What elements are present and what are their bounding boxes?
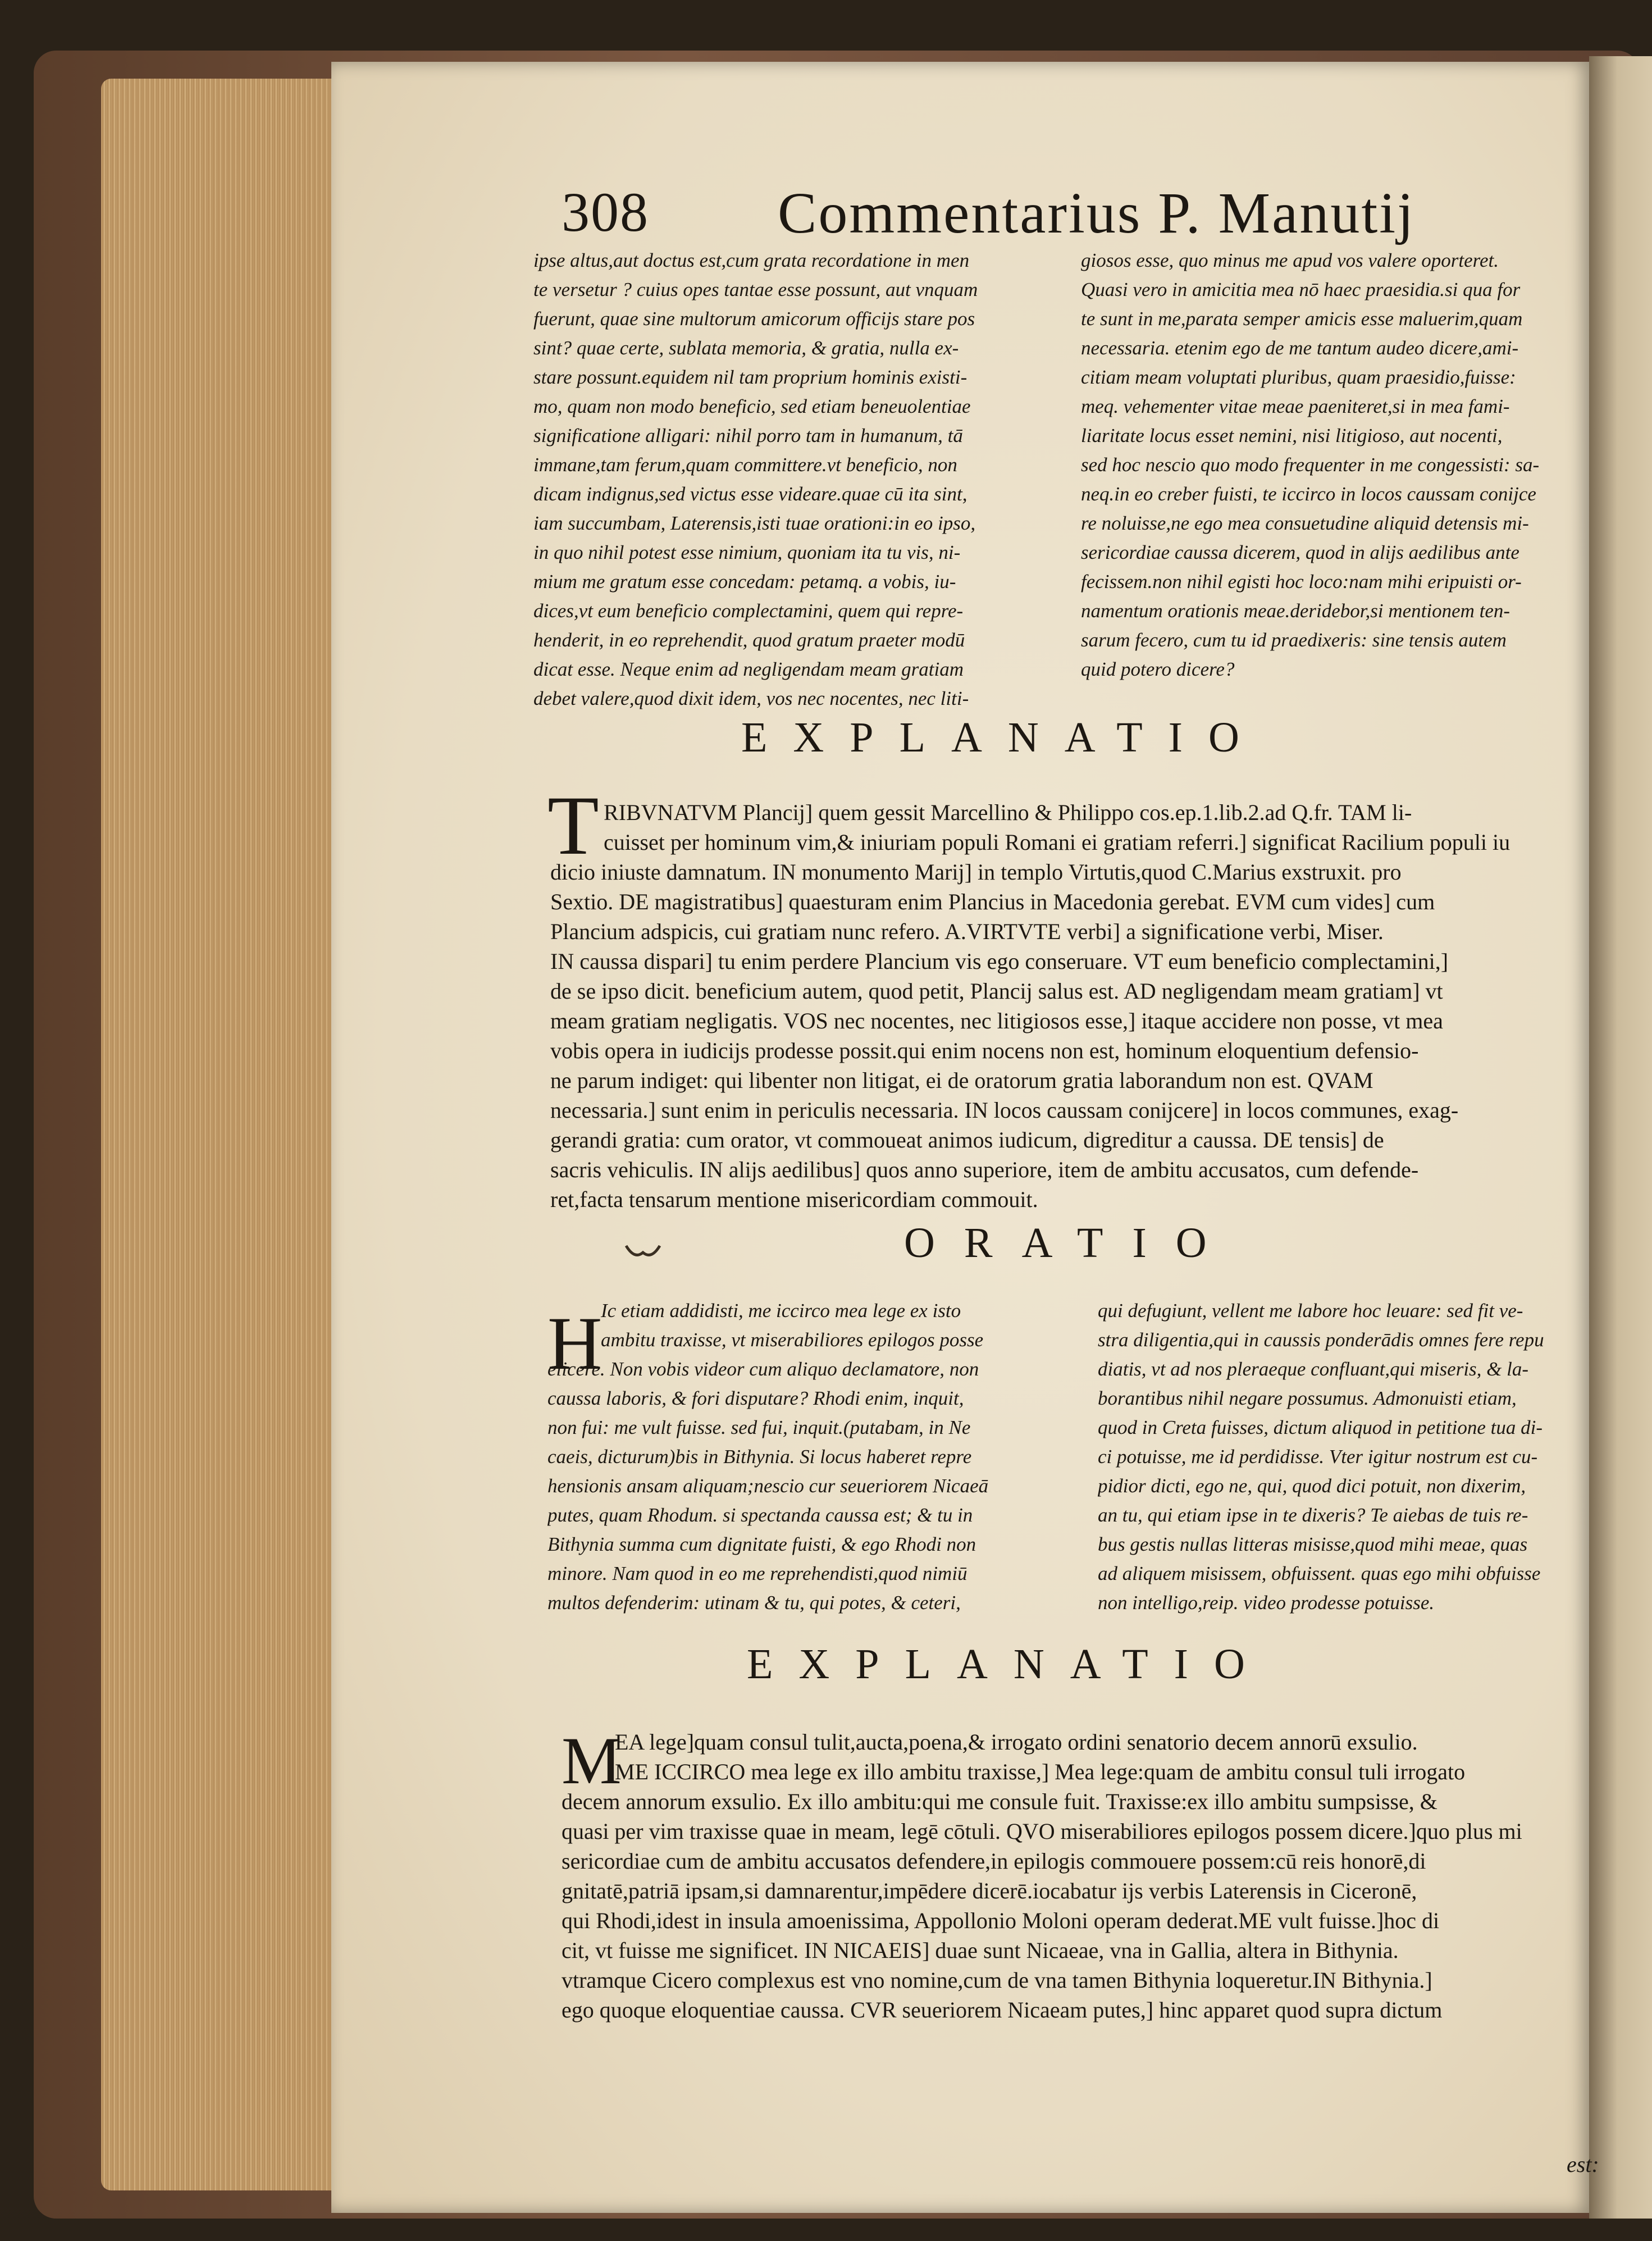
text-line: immane,tam ferum,quam committere.vt beneficio, non bbox=[533, 454, 957, 476]
text-line: sacris vehiculis. IN alijs aedilibus] quos anno superiore, item de ambitu accusatos, cum defende- bbox=[550, 1157, 1419, 1182]
text-line: quod in Creta fuisses, dictum aliquod in petitione tua di- bbox=[1098, 1416, 1543, 1438]
page-number: 308 bbox=[562, 181, 649, 243]
explanatio-paragraph bbox=[562, 1723, 1603, 2025]
text-line: necessaria. etenim ego de me tantum audeo dicere,ami- bbox=[1081, 337, 1519, 359]
text-line: stra diligentia,qui in caussis ponderādis omnes fere repu bbox=[1098, 1329, 1544, 1351]
text-line: non intelligo,reip. video prodesse potuisse. bbox=[1098, 1592, 1435, 1614]
text-line: Bithynia summa cum dignitate fuisti, & ego Rhodi non bbox=[547, 1533, 976, 1555]
text-line: liaritate locus esset nemini, nisi litigioso, aut nocenti, bbox=[1081, 425, 1503, 447]
text-line: debet valere,quod dixit idem, vos nec nocentes, nec liti- bbox=[533, 687, 969, 709]
text-line: meam gratiam negligatis. VOS nec nocentes, nec litigiosos esse,] itaque accidere non posse, vt mea bbox=[550, 1008, 1443, 1033]
text-line: qui defugiunt, vellent me labore hoc leuare: sed fit ve- bbox=[1098, 1300, 1523, 1322]
text-line: vtramque Cicero complexus est vno nomine,cum de vna tamen Bithynia loqueretur.IN Bithynia.] bbox=[562, 1967, 1432, 1993]
text-line: vobis opera in iudicijs prodesse possit.qui enim nocens non est, hominum eloquentium defensio- bbox=[550, 1038, 1419, 1063]
text-line: decem annorum exsulio. Ex illo ambitu:qui me consule fuit. Traxisse:ex illo ambitu sumpsisse, & bbox=[562, 1789, 1437, 1814]
text-column-left bbox=[547, 1296, 1070, 1618]
text-line: cuisset per hominum vim,& iniuriam populi Romani ei gratiam referri.] significat Racilium populi iu bbox=[604, 830, 1510, 855]
text-line: te versetur ? cuius opes tantae esse possunt, aut vnquam bbox=[533, 279, 978, 300]
text-line: RIBVNATVM Plancij] quem gessit Marcellino & Philippo cos.ep.1.lib.2.ad Q.fr. TAM li- bbox=[604, 800, 1412, 825]
text-line: quasi per vim traxisse quae in meam, legē cōtuli. QVO miserabiliores epilogos possem dicere.]quo plus mi bbox=[562, 1819, 1522, 1844]
text-line: stare possunt.equidem nil tam proprium hominis existi- bbox=[533, 366, 968, 388]
text-line: sint? quae certe, sublata memoria, & gratia, nulla ex- bbox=[533, 337, 959, 359]
explanatio-paragraph bbox=[550, 798, 1595, 1214]
text-line: putes, quam Rhodum. si spectanda caussa est; & tu in bbox=[547, 1504, 973, 1526]
text-line: ME ICCIRCO mea lege ex illo ambitu traxisse,] Mea lege:quam de ambitu consul tuli irrogato bbox=[615, 1759, 1466, 1784]
text-line: dices,vt eum beneficio complectamini, quem qui repre- bbox=[533, 600, 964, 622]
text-column-right bbox=[1081, 246, 1606, 684]
text-line: fuerunt, quae sine multorum amicorum officijs stare pos bbox=[533, 308, 975, 330]
text-line: meq. vehementer vitae meae paeniteret,si in mea fami- bbox=[1081, 395, 1510, 417]
text-line: te sunt in me,parata semper amicis esse maluerim,quam bbox=[1081, 308, 1523, 330]
text-line: Quasi vero in amicitia mea nō haec praesidia.si qua for bbox=[1081, 279, 1521, 300]
text-line: caeis, dicturum)bis in Bithynia. Si locus haberet repre bbox=[547, 1446, 972, 1468]
printer-ornament bbox=[623, 1240, 663, 1263]
text-line: sericordiae caussa dicerem, quod in alijs aedilibus ante bbox=[1081, 541, 1519, 563]
text-line: qui Rhodi,idest in insula amoenissima, Appollonio Moloni operam dederat.ME vult fuisse.]hoc di bbox=[562, 1908, 1440, 1933]
text-line: IN caussa dispari] tu enim perdere Plancium vis ego conseruare. VT eum beneficio complectamini,] bbox=[550, 949, 1449, 974]
text-column-left bbox=[533, 246, 1056, 713]
text-line: an tu, qui etiam ipse in te dixeris? Te aiebas de tuis re- bbox=[1098, 1504, 1528, 1526]
text-line: ci potuisse, me id perdidisse. Vter igitur nostrum est cu- bbox=[1098, 1446, 1538, 1468]
text-line: significatione alligari: nihil porro tam in humanum, tā bbox=[533, 425, 963, 447]
text-line: cit, vt fuisse me significet. IN NICAEIS] duae sunt Nicaeae, vna in Gallia, altera in Bithynia. bbox=[562, 1938, 1399, 1963]
text-line: ambitu traxisse, vt miserabiliores epilogos posse bbox=[601, 1329, 984, 1351]
text-line: dicat esse. Neque enim ad negligendam meam gratiam bbox=[533, 658, 964, 680]
text-line: fecissem.non nihil egisti hoc loco:nam mihi eripuisti or- bbox=[1081, 571, 1522, 593]
text-line: henderit, in eo reprehendit, quod gratum praeter modū bbox=[533, 629, 965, 651]
text-line: minore. Nam quod in eo me reprehendisti,quod nimiū bbox=[547, 1563, 968, 1584]
page-edges bbox=[101, 79, 343, 2190]
running-header bbox=[562, 180, 1460, 253]
text-line: Ic etiam addidisti, me iccirco mea lege ex isto bbox=[601, 1300, 961, 1322]
text-line: caussa laboris, & fori disputare? Rhodi enim, inquit, bbox=[547, 1387, 964, 1409]
catchword: est: bbox=[1567, 2152, 1599, 2177]
text-line: multos defenderim: utinam & tu, qui potes, & ceteri, bbox=[547, 1592, 961, 1614]
section-heading: EXPLANATIO bbox=[747, 1641, 1271, 1688]
text-line: mium me gratum esse concedam: petamq. a vobis, iu- bbox=[533, 571, 956, 593]
drop-capital: M bbox=[562, 1723, 622, 1798]
text-line: neq.in eo creber fuisti, te iccirco in locos caussam conijce bbox=[1081, 483, 1536, 505]
text-line: ipse altus,aut doctus est,cum grata recordatione in men bbox=[533, 249, 970, 271]
text-line: EA lege]quam consul tulit,aucta,poena,& irrogato ordini senatorio decem annorū exsulio. bbox=[615, 1729, 1418, 1755]
text-line: quid potero dicere? bbox=[1081, 658, 1235, 680]
text-line: re noluisse,ne ego mea consuetudine aliquid detensis mi- bbox=[1081, 512, 1529, 534]
text-column-right bbox=[1098, 1296, 1603, 1618]
section-heading: ORATIO bbox=[904, 1219, 1236, 1267]
running-title: Commentarius P. Manutij bbox=[778, 181, 1415, 245]
text-line: citiam meam voluptati pluribus, quam praesidio,fuisse: bbox=[1081, 366, 1516, 388]
text-line: ego quoque eloquentiae caussa. CVR seueriorem Nicaeam putes,] hinc apparet quod supra dictum bbox=[562, 1997, 1443, 2023]
text-line: giosos esse, quo minus me apud vos valere oporteret. bbox=[1081, 249, 1499, 271]
text-line: necessaria.] sunt enim in periculis necessaria. IN locos caussam conijcere] in locos communes, exag- bbox=[550, 1097, 1459, 1123]
text-line: ne parum indiget: qui libenter non litigat, ei de oratorum gratia laborandum non est. QVAM bbox=[550, 1068, 1373, 1093]
text-line: Sextio. DE magistratibus] quaesturam enim Plancius in Macedonia gerebat. EVM cum vides] cum bbox=[550, 889, 1435, 914]
text-line: namentum orationis meae.deridebor,si mentionem ten- bbox=[1081, 600, 1510, 622]
text-line: sed hoc nescio quo modo frequenter in me congessisti: sa- bbox=[1081, 454, 1540, 476]
text-line: gnitatē,patriā ipsam,si damnarentur,impēdere dicerē.iocabatur ijs verbis Laterensis in Ciceronē, bbox=[562, 1878, 1417, 1903]
text-line: in quo nihil potest esse nimium, quoniam ita tu vis, ni- bbox=[533, 541, 961, 563]
text-line: ad aliquem misissem, obfuissent. quas ego mihi obfuisse bbox=[1098, 1563, 1541, 1584]
text-line: borantibus nihil negare possumus. Admonuisti etiam, bbox=[1098, 1387, 1517, 1409]
drop-capital: T bbox=[547, 779, 599, 872]
text-line: elicere. Non vobis videor cum aliquo declamatore, non bbox=[547, 1358, 979, 1380]
text-line: non fui: me vult fuisse. sed fui, inquit.(putabam, in Ne bbox=[547, 1416, 971, 1438]
text-line: mo, quam non modo beneficio, sed etiam beneuolentiae bbox=[533, 395, 971, 417]
text-line: gerandi gratia: cum orator, vt commoueat animos iudicum, digreditur a caussa. DE tensis] de bbox=[550, 1127, 1384, 1153]
text-line: pidior dicti, ego ne, qui, quod dici potuit, non dixerim, bbox=[1098, 1475, 1526, 1497]
text-line: dicam indignus,sed victus esse videare.quae cū ita sint, bbox=[533, 483, 968, 505]
drop-capital: H bbox=[547, 1302, 603, 1386]
text-line: hensionis ansam aliquam;nescio cur seueriorem Nicaeā bbox=[547, 1475, 989, 1497]
text-line: iam succumbam, Laterensis,isti tuae orationi:in eo ipso, bbox=[533, 512, 976, 534]
section-heading: EXPLANATIO bbox=[741, 714, 1265, 761]
text-line: diatis, vt ad nos pleraeque confluant,qui miseris, & la- bbox=[1098, 1358, 1529, 1380]
text-line: sericordiae cum de ambitu accusatos defendere,in epilogis commouere possem:cū reis honorē,di bbox=[562, 1848, 1426, 1874]
text-line: de se ipso dicit. beneficium autem, quod petit, Plancij salus est. AD negligendam meam gratiam] vt bbox=[550, 978, 1443, 1004]
text-line: dicio iniuste damnatum. IN monumento Marij] in templo Virtutis,quod C.Marius exstruxit. pro bbox=[550, 859, 1402, 885]
text-line: bus gestis nullas litteras misisse,quod mihi meae, quas bbox=[1098, 1533, 1528, 1555]
text-line: sarum fecero, cum tu id praedixeris: sine tensis autem bbox=[1081, 629, 1507, 651]
text-line: ret,facta tensarum mentione misericordiam commouit. bbox=[550, 1187, 1038, 1212]
text-line: Plancium adspicis, cui gratiam nunc refero. A.VIRTVTE verbi] a significatione verbi, Miser. bbox=[550, 919, 1384, 944]
